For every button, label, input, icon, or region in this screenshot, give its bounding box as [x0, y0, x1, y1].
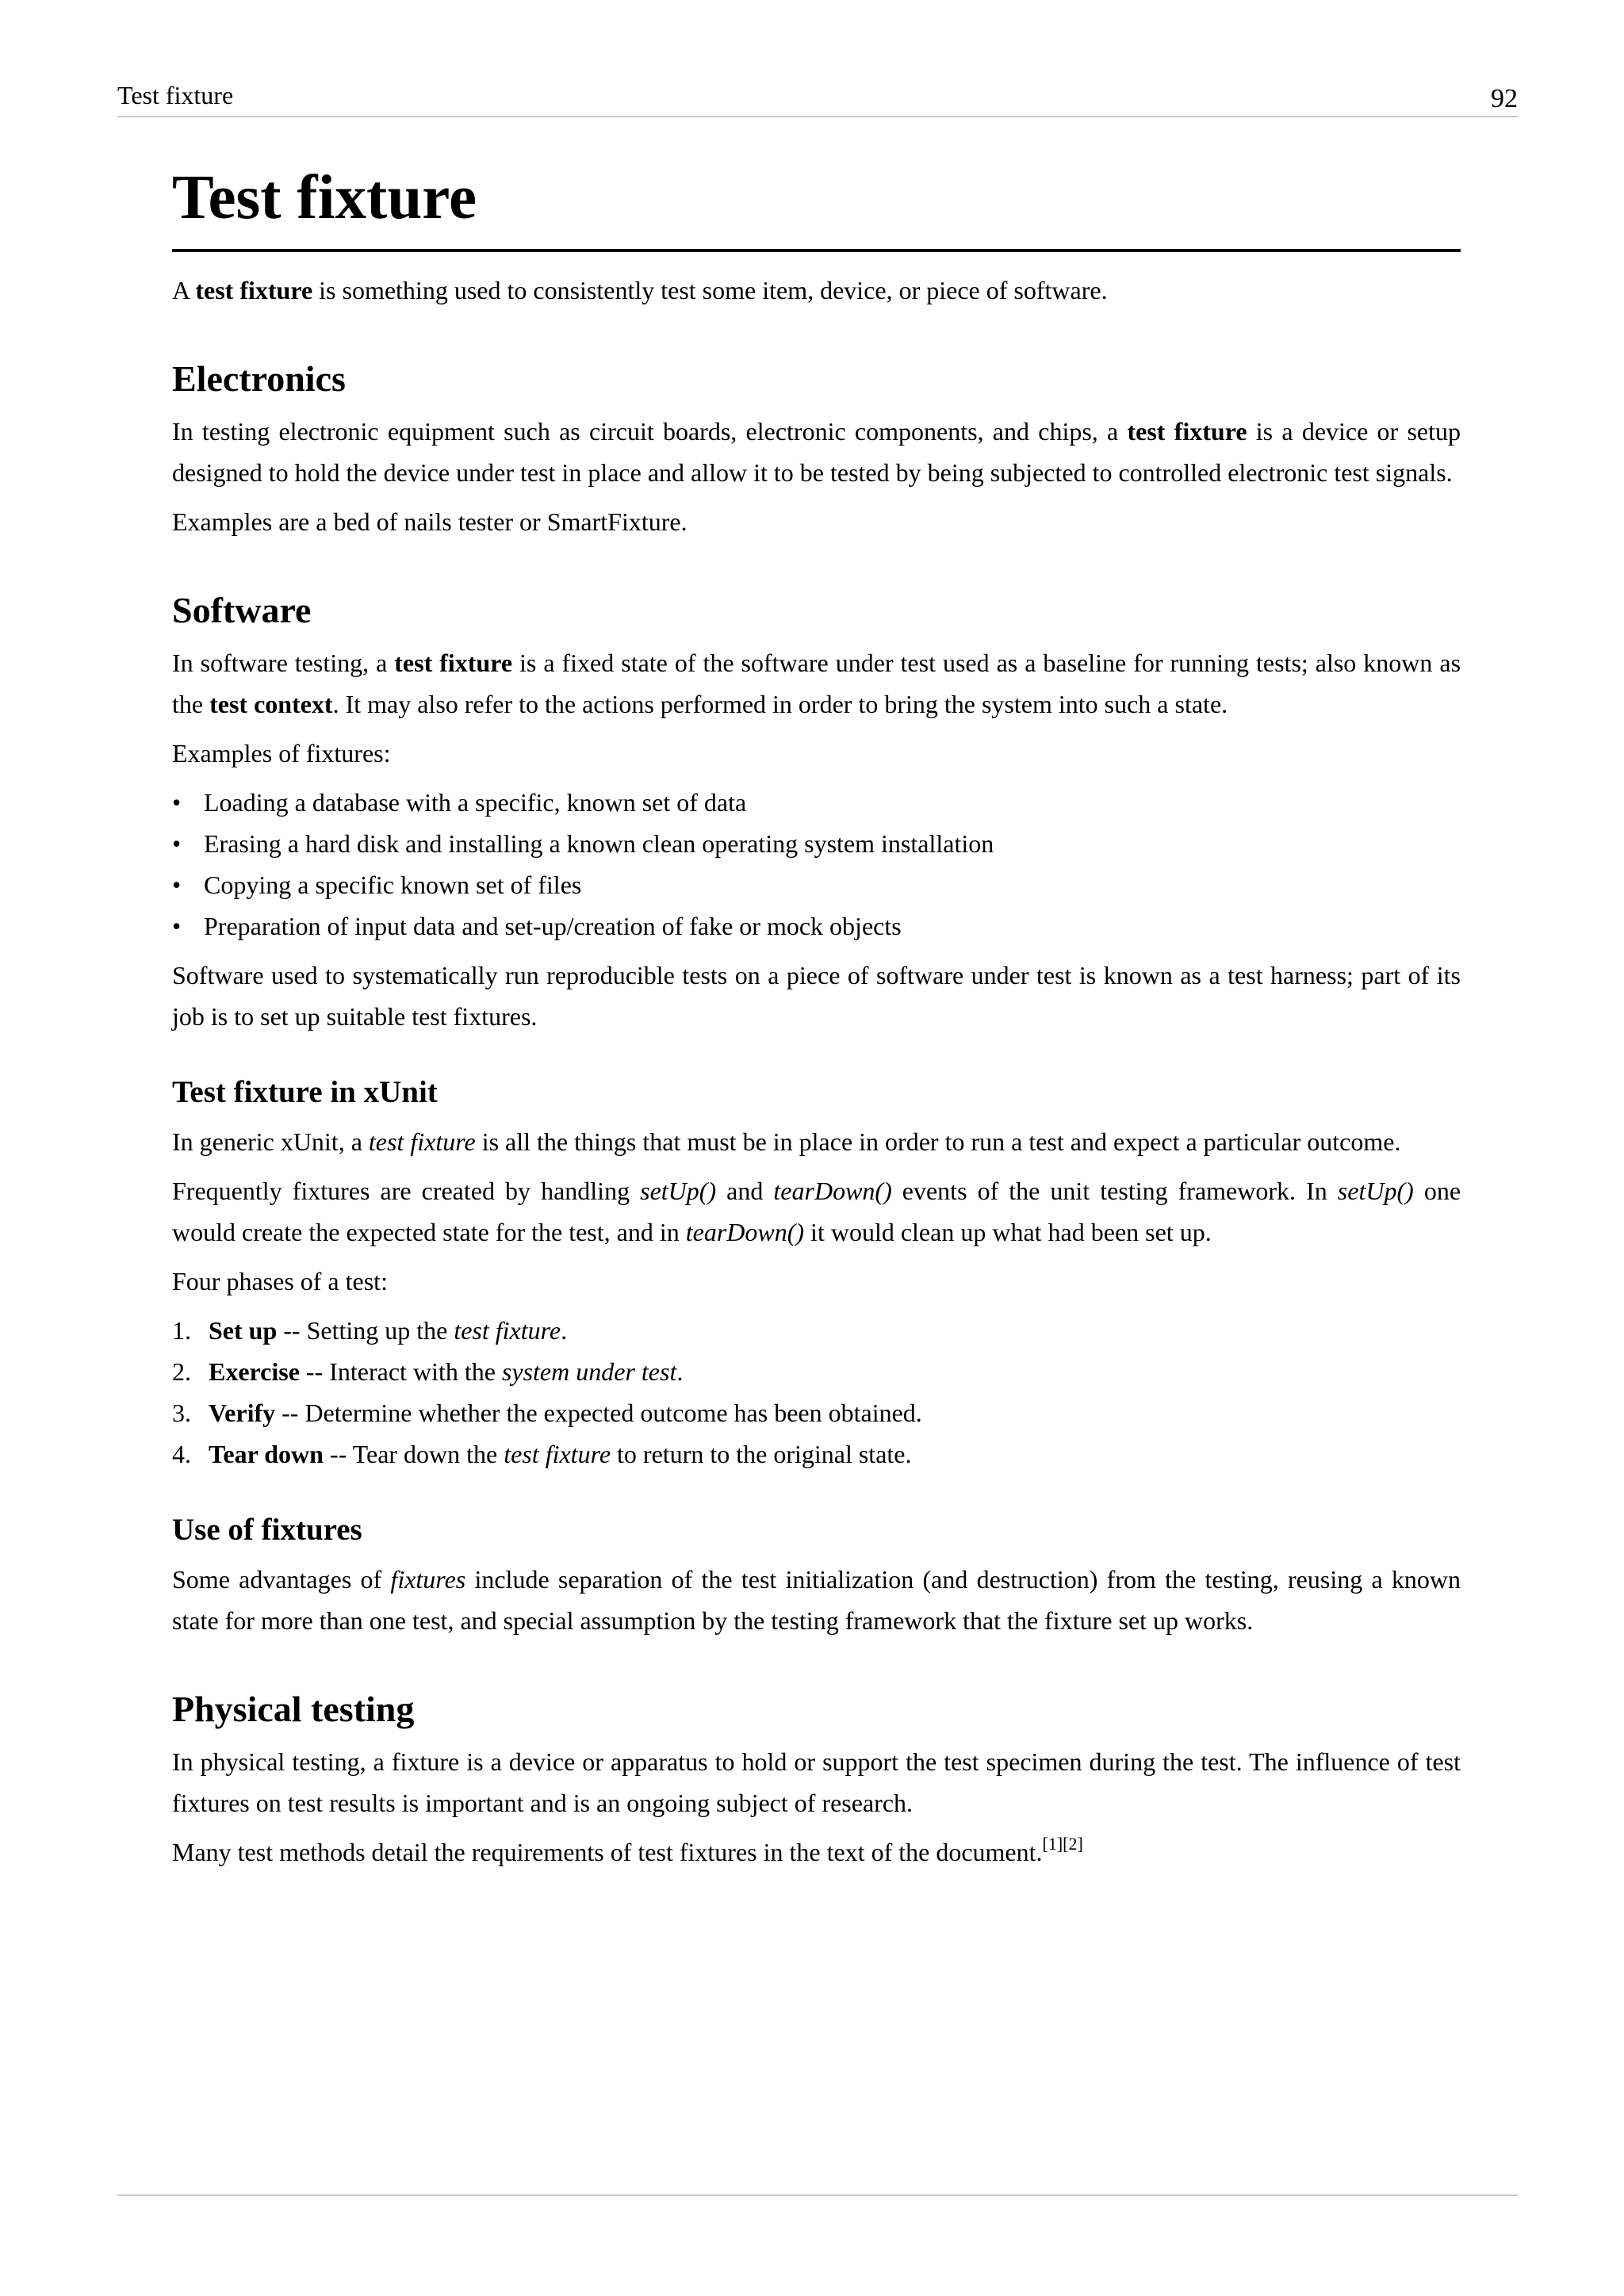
list-item: • Copying a specific known set of files [172, 871, 582, 899]
fixture-examples-list [172, 782, 1461, 947]
physical-paragraph: In physical testing, a fixture is a device or apparatus to hold or support the test specimen during the test. The influence of test fixtures on test results is important and is an ongoing subject of research. [172, 1747, 1461, 1817]
phases-intro: Four phases of a test: [172, 1267, 388, 1295]
reference-links[interactable]: [1][2] [1042, 1834, 1083, 1854]
list-item: • Erasing a hard disk and installing a known clean operating system installation [172, 829, 994, 858]
section-heading-use-of-fixtures: Use of fixtures [172, 1513, 362, 1547]
list-item: 3. Verify -- Determine whether the expected outcome has been obtained. [172, 1399, 922, 1427]
footer-rule [117, 2195, 1518, 2196]
software-harness-paragraph: Software used to systematically run reproducible tests on a piece of software under test is known as a test harness; part of its job is to set up suitable test fixtures. [172, 961, 1461, 1031]
section-heading-software: Software [172, 590, 312, 630]
electronics-examples: Examples are a bed of nails tester or SmartFixture. [172, 507, 688, 536]
page-number: 92 [1491, 84, 1518, 113]
physical-methods-paragraph: Many test methods detail the requirements of test fixtures in the text of the document.[1][2] [172, 1834, 1083, 1866]
xunit-setup-teardown-paragraph: Frequently fixtures are created by handling setUp() and tearDown() events of the unit testing framework. In setUp() one would create the expected state for the test, and in tearDown() it would clean up what had been set up. [172, 1177, 1461, 1246]
section-heading-xunit: Test fixture in xUnit [172, 1075, 438, 1109]
intro-paragraph: A test fixture is something used to consistently test some item, device, or piece of software. [172, 276, 1108, 304]
list-item: • Preparation of input data and set-up/creation of fake or mock objects [172, 912, 902, 940]
electronics-paragraph: In testing electronic equipment such as circuit boards, electronic components, and chips, a test fixture is a device or setup designed to hold the device under test in place and allow it to be tested by being subjected to controlled electronic test signals. [172, 417, 1461, 487]
list-item: 1. Set up -- Setting up the test fixture. [172, 1316, 568, 1345]
page-title: Test fixture [172, 159, 1461, 252]
list-item: 4. Tear down -- Tear down the test fixture to return to the original state. [172, 1440, 912, 1468]
software-paragraph: In software testing, a test fixture is a fixed state of the software under test used as a baseline for running tests; also known as the test context. It may also refer to the actions performed in order to bring the system into such a state. [172, 649, 1461, 718]
test-phases-list [172, 1310, 1461, 1475]
xunit-paragraph: In generic xUnit, a test fixture is all the things that must be in place in order to run a test and expect a particular outcome. [172, 1127, 1401, 1156]
list-item: 2. Exercise -- Interact with the system under test. [172, 1357, 684, 1386]
section-heading-physical-testing: Physical testing [172, 1689, 415, 1729]
running-title: Test fixture [117, 81, 234, 109]
article-body [172, 159, 1461, 1881]
running-header [117, 78, 1518, 117]
section-heading-electronics: Electronics [172, 358, 346, 399]
list-item: • Loading a database with a specific, known set of data [172, 788, 747, 817]
term-test-fixture: test fixture [195, 276, 313, 304]
software-examples-intro: Examples of fixtures: [172, 739, 391, 767]
use-paragraph: Some advantages of fixtures include separation of the test initialization (and destruction) from the testing, reusing a known state for more than one test, and special assumption by the testing framework that the fixture set up works. [172, 1565, 1461, 1635]
